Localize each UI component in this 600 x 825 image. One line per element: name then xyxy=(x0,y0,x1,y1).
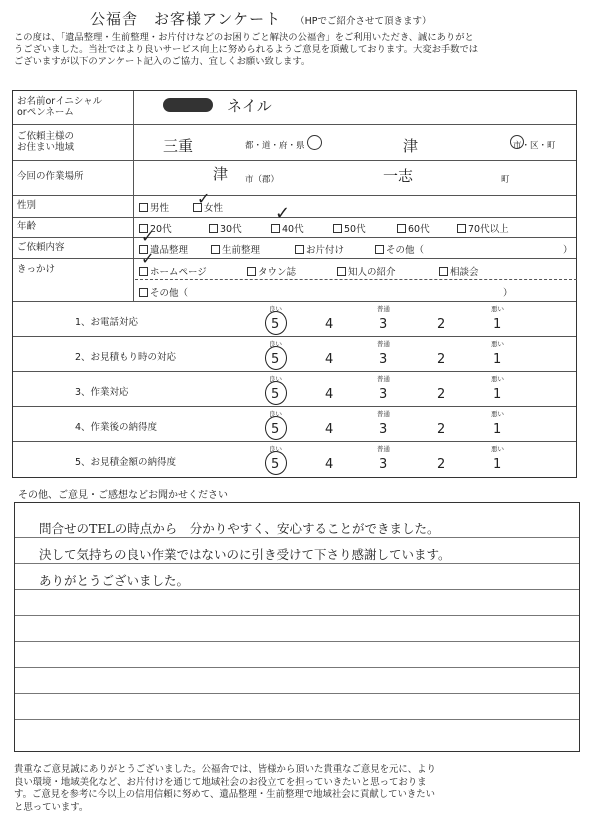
comments-heading: その他、ご意見・ご感想などお聞かせください xyxy=(18,490,228,501)
rating-scale-label: 良い xyxy=(269,410,282,418)
footer-line: 良い環境・地域美化など、お片付けを通じて地域社会のお役立てを担っていきたいと思っておりま xyxy=(14,776,427,788)
rating-scale-label: 普通 xyxy=(377,445,390,453)
rating-option[interactable]: 2 xyxy=(437,457,446,472)
trigger-option-checked[interactable]: ホームページ xyxy=(139,264,207,278)
check-mark-icon: ✓ xyxy=(141,227,155,246)
request-label: ご依頼内容 xyxy=(17,242,65,253)
row-divider xyxy=(13,258,576,259)
rating-question: 4、作業後の納得度 xyxy=(75,422,158,433)
comment-rule xyxy=(15,589,579,590)
name-value: ネイル xyxy=(227,97,272,115)
rating-option[interactable]: 2 xyxy=(437,352,446,367)
city-value: 津 xyxy=(403,137,419,155)
row-divider xyxy=(13,441,576,442)
selected-rating-circle xyxy=(265,416,287,440)
rating-option[interactable]: 4 xyxy=(325,422,334,437)
rating-option[interactable]: 3 xyxy=(379,352,388,367)
rating-scale-label: 良い xyxy=(269,375,282,383)
checkbox[interactable] xyxy=(139,203,148,212)
footer-line: と思っています。 xyxy=(14,801,89,813)
site-town-suffix: 町 xyxy=(501,175,510,185)
rating-option[interactable]: 3 xyxy=(379,387,388,402)
rating-scale-label: 良い xyxy=(269,445,282,453)
trigger-other-close: ） xyxy=(503,288,513,299)
intro-line: ございますが以下のアンケート記入のご協力、宜しくお願い致します。 xyxy=(14,55,311,67)
rating-option[interactable]: 3 xyxy=(379,317,388,332)
site-label: 今回の作業場所 xyxy=(17,171,84,182)
rating-option[interactable]: 1 xyxy=(493,457,502,472)
rating-scale-label: 悪い xyxy=(491,305,504,313)
comment-rule xyxy=(15,667,579,668)
comment-rule xyxy=(15,537,579,538)
survey-title: 公福舎 お客様アンケート xyxy=(90,10,282,28)
rating-option[interactable]: 4 xyxy=(325,457,334,472)
comment-line: 問合せのTELの時点から 分かりやすく、安心することができました。 xyxy=(39,521,440,536)
comment-rule xyxy=(15,563,579,564)
gender-female-option[interactable]: 女性 xyxy=(193,200,223,214)
rating-scale-label: 普通 xyxy=(377,340,390,348)
rating-scale-label: 悪い xyxy=(491,410,504,418)
age-option[interactable]: 70代以上 xyxy=(457,221,509,235)
trigger-option[interactable]: タウン誌 xyxy=(247,264,296,278)
request-option[interactable]: 生前整理 xyxy=(211,242,260,256)
gender-male-option[interactable]: 男性 xyxy=(139,200,169,214)
prefecture-circle xyxy=(307,135,322,150)
rating-option[interactable]: 1 xyxy=(493,387,502,402)
site-town-value: 一志 xyxy=(383,167,414,185)
hp-note: （HPでご紹介させて頂きます） xyxy=(295,16,432,27)
rating-scale-label: 悪い xyxy=(491,445,504,453)
check-mark-icon: ✓ xyxy=(197,189,211,208)
rating-option[interactable]: 2 xyxy=(437,387,446,402)
footer-line: 貴重なご意見誠にありがとうございました。公福舎では、皆様から頂いた貴重なご意見を元に、より xyxy=(14,764,436,775)
prefecture-suffix: 都・道・府・県 xyxy=(245,141,305,151)
comment-line: ありがとうございました。 xyxy=(39,573,190,588)
rating-option[interactable]: 5 xyxy=(271,422,280,437)
survey-form xyxy=(12,90,577,478)
rating-scale-label: 普通 xyxy=(377,305,390,313)
row-divider xyxy=(13,160,576,161)
rating-option[interactable]: 5 xyxy=(271,387,280,402)
rating-option[interactable]: 4 xyxy=(325,317,334,332)
request-other-close: ） xyxy=(563,245,573,256)
comment-rule xyxy=(15,615,579,616)
rating-question: 5、お見積金額の納得度 xyxy=(75,457,177,468)
request-option[interactable]: お片付け xyxy=(295,242,344,256)
rating-option[interactable]: 1 xyxy=(493,422,502,437)
row-divider xyxy=(13,237,576,238)
age-option[interactable]: 50代 xyxy=(333,221,366,235)
rating-question: 1、お電話対応 xyxy=(75,317,139,328)
request-option-checked[interactable]: 遺品整理 xyxy=(139,242,188,256)
trigger-option-other[interactable]: その他（ xyxy=(139,285,188,299)
rating-option[interactable]: 4 xyxy=(325,387,334,402)
rating-option[interactable]: 1 xyxy=(493,317,502,332)
comment-rule xyxy=(15,641,579,642)
site-city-value: 津 xyxy=(213,165,229,183)
rating-question: 3、作業対応 xyxy=(75,387,129,398)
rating-option[interactable]: 5 xyxy=(271,457,280,472)
row-divider xyxy=(13,336,576,337)
rating-option[interactable]: 2 xyxy=(437,422,446,437)
city-suffix: 市・区・町 xyxy=(513,141,556,151)
row-divider xyxy=(13,124,576,125)
footer-line: す。ご意見を参考に今以上の信用信頼に努めて、遺品整理・生前整理で地域社会に貢献していきたい xyxy=(14,789,435,800)
row-divider xyxy=(13,406,576,407)
area-label: ご依頼主様の お住まい地域 xyxy=(17,131,75,153)
city-circle xyxy=(510,135,524,149)
row-divider xyxy=(13,371,576,372)
footer-text xyxy=(14,764,590,814)
age-label: 年齢 xyxy=(17,221,37,232)
prefecture-value: 三重 xyxy=(163,137,194,155)
age-option-checked[interactable]: 40代 xyxy=(271,221,304,235)
age-option[interactable]: 60代 xyxy=(397,221,430,235)
rating-scale-label: 良い xyxy=(269,340,282,348)
selected-rating-circle xyxy=(265,451,287,475)
comment-rule xyxy=(15,693,579,694)
request-option-other[interactable]: その他（ xyxy=(375,242,424,256)
rating-option[interactable]: 5 xyxy=(271,317,280,332)
intro-text xyxy=(14,32,590,67)
selected-rating-circle xyxy=(265,311,287,335)
trigger-option[interactable]: 相談会 xyxy=(439,264,479,278)
rating-option[interactable]: 1 xyxy=(493,352,502,367)
scribbled-out-name xyxy=(163,98,213,112)
comments-box xyxy=(14,502,580,752)
rating-option[interactable]: 2 xyxy=(437,317,446,332)
age-option[interactable]: 20代 xyxy=(139,221,172,235)
intro-line: うございました。当社ではより良いサービス向上に努められるようご意見を頂戴しております。大変お手数では xyxy=(14,43,479,55)
intro-line: この度は、「遺品整理・生前整理・お片付けなどのお困りごと解決の公福舎」をご利用いただき、誠にありがと xyxy=(14,32,474,43)
rating-question: 2、お見積もり時の対応 xyxy=(75,352,177,363)
selected-rating-circle xyxy=(265,346,287,370)
comment-rule xyxy=(15,719,579,720)
age-option[interactable]: 30代 xyxy=(209,221,242,235)
trigger-option[interactable]: 知人の紹介 xyxy=(337,264,396,278)
rating-option[interactable]: 5 xyxy=(271,352,280,367)
rating-scale-label: 良い xyxy=(269,305,282,313)
name-label: お名前orイニシャル orペンネーム xyxy=(17,96,103,118)
rating-scale-label: 悪い xyxy=(491,375,504,383)
row-divider xyxy=(13,195,576,196)
check-mark-icon: ✓ xyxy=(275,203,291,224)
row-divider xyxy=(135,279,577,280)
rating-scale-label: 普通 xyxy=(377,375,390,383)
row-divider xyxy=(13,217,576,218)
page-title xyxy=(90,8,431,29)
rating-option[interactable]: 3 xyxy=(379,422,388,437)
rating-scale-label: 悪い xyxy=(491,340,504,348)
gender-label: 性別 xyxy=(17,200,37,211)
trigger-label: きっかけ xyxy=(17,264,56,275)
site-city-suffix: 市（郡） xyxy=(245,175,280,185)
selected-rating-circle xyxy=(265,381,287,405)
rating-scale-label: 普通 xyxy=(377,410,390,418)
column-divider xyxy=(133,91,134,301)
row-divider xyxy=(13,301,576,302)
comment-line: 決して気持ちの良い作業ではないのに引き受けて下さり感謝しています。 xyxy=(39,547,451,562)
check-mark-icon: ✓ xyxy=(141,249,155,268)
rating-option[interactable]: 3 xyxy=(379,457,388,472)
rating-option[interactable]: 4 xyxy=(325,352,334,367)
